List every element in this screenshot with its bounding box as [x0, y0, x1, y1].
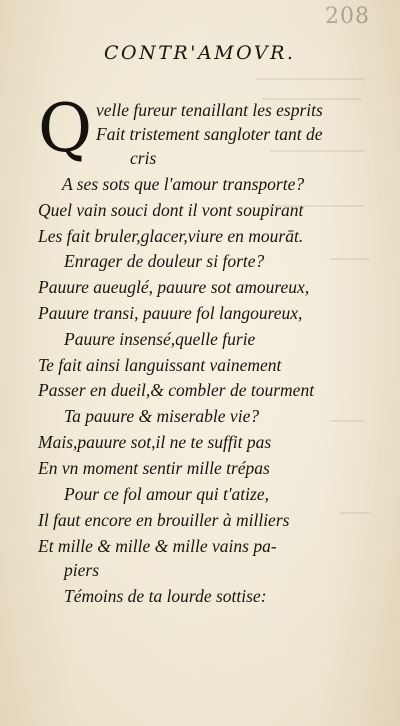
verse-line: Enrager de douleur si forte?	[64, 251, 265, 271]
verse-line: Pauure aueuglé, pauure sot amoureux,	[38, 277, 310, 297]
show-through-line	[270, 150, 365, 152]
verse-line: Fait tristement sangloter tant de	[96, 124, 323, 144]
verse-line: Il faut encore en brouiller à milliers	[38, 510, 290, 530]
show-through-line	[255, 78, 365, 80]
verse-line: Et mille & mille & mille vains pa-	[38, 536, 277, 556]
show-through-line	[330, 258, 370, 260]
verse-line: cris	[130, 148, 157, 168]
verse-line: Ta pauure & miserable vie?	[64, 406, 260, 426]
show-through-line	[330, 420, 365, 422]
drop-cap: Q	[38, 90, 93, 167]
verse-line: A ses sots que l'amour transporte?	[62, 174, 305, 194]
verse-line: En vn moment sentir mille trépas	[38, 458, 270, 478]
verse-line: Pour ce fol amour qui t'atize,	[64, 484, 269, 504]
verse-line: Passer en dueil,& combler de tourment	[38, 380, 315, 400]
verse-line: piers	[64, 560, 99, 580]
verse-line: Témoins de ta lourde sottise:	[64, 586, 267, 606]
verse-line: Pauure insensé,quelle furie	[64, 329, 256, 349]
verse-line: Quel vain souci dont il vont soupirant	[38, 200, 304, 220]
running-head: CONTR'AMOVR.	[104, 42, 296, 64]
verse-line: Pauure transi, pauure fol langoureux,	[38, 303, 303, 323]
verse-line: Te fait ainsi languissant vainement	[38, 355, 282, 375]
page-number: 208	[325, 4, 370, 29]
show-through-line	[340, 512, 370, 514]
verse-line: Les fait bruler,glacer,viure en mourāt.	[38, 226, 304, 246]
verse-line: Mais,pauure sot,il ne te suffit pas	[38, 432, 272, 452]
verse-line: velle fureur tenaillant les esprits	[96, 100, 323, 120]
